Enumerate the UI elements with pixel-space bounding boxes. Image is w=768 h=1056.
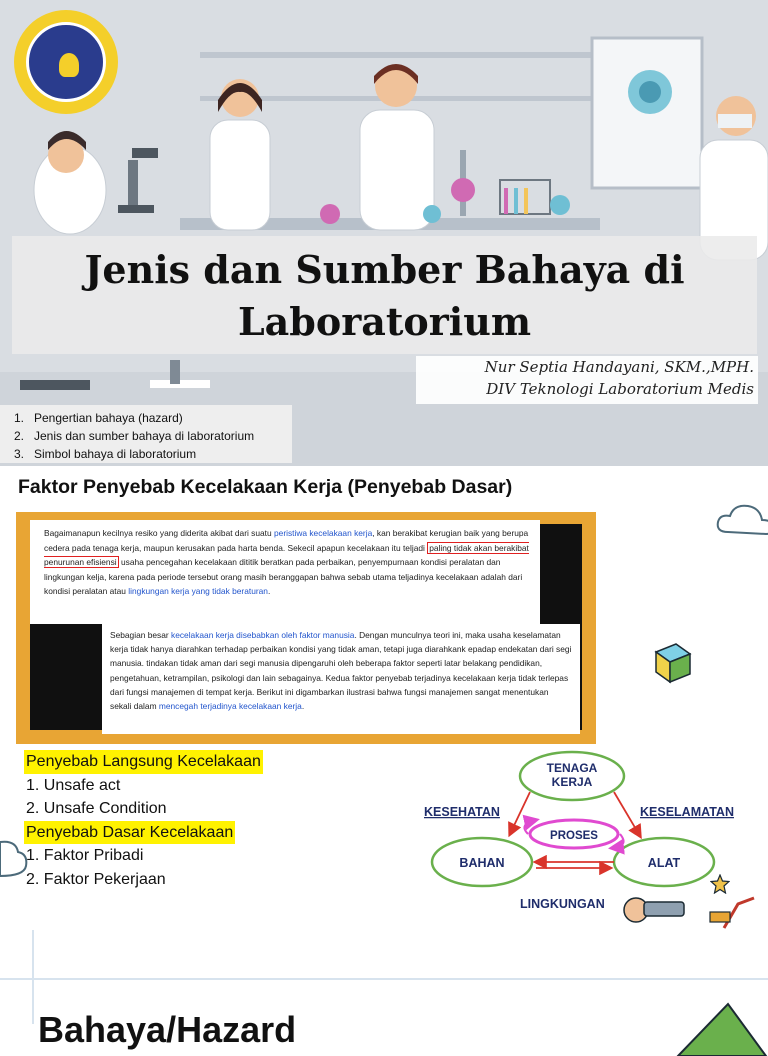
toc-text: Simbol bahaya di laboratorium [34,447,197,461]
excerpt-text: Sebagian besar [110,630,171,640]
item-number: 2. [26,870,40,888]
slide-title: Faktor Penyebab Kecelakaan Kerja (Penyebab Dasar) [18,476,513,498]
list-item [24,797,263,821]
label-lingkungan: LINGKUNGAN [520,897,605,911]
item-text: Unsafe Condition [43,800,167,817]
list-item [24,868,263,892]
basic-causes-heading: Penyebab Dasar Kecelakaan [24,821,235,845]
cartoon-figure-icon [614,890,764,930]
toc-text: Pengertian bahaya (hazard) [34,411,183,425]
toc-number: 1. [14,411,25,425]
author-name: Nur Septia Handayani, SKM.,MPH. [484,358,754,376]
direct-causes-heading: Penyebab Langsung Kecelakaan [24,750,263,774]
author-program: DIV Teknologi Laboratorium Medis [486,380,754,398]
excerpt-text: Bagaimanapun kecilnya resiko yang diderita akibat dari suatu [44,528,274,538]
presentation-title: Jenis dan Sumber Bahaya di Laboratorium [84,247,685,344]
causes-list [24,750,263,891]
excerpt-text: . Dengan munculnya teori ini, maka usaha keselamatan kerja tidak hanya diarahkan terhadap perbaikan kondisi yang tidak aman, tetapi juga diarahkank epadap endekatan dari segi manusia. tindakan tidak aman dari segi manusia dipengaruhi oleh beberapa faktor seperti latar belakang pendidikan, pengetahuan, ketrampilan, psikologi dan lain sebagainya. Kedua faktor penyebab terjadinya kecelakaan kerja tidak terlepas dari fungsi manajemen di tempat kerja. Berikut ini digambarkan ilustrasi bahwa fungsi manajemen sangat menentukan sekali dalam [110,630,572,712]
label-proses: PROSES [550,830,598,842]
cube-icon [650,640,694,686]
label-kesehatan: KESEHATAN [424,805,500,819]
triangle-decoration [668,996,768,1056]
title-slide [0,0,768,466]
label-bahan: BAHAN [459,856,505,870]
excerpt-text: , kan berakibat kerugian baik yang berupa cedera pada tenaga kerja, maupun kerusakan pada harta benda. Sekecil apapun kecelakaan itu teljadi [44,528,529,553]
item-text: Faktor Pribadi [43,847,144,864]
excerpt-paragraph-2 [102,624,580,734]
logo-eagle-icon [59,53,79,77]
item-number: 2. [26,800,40,817]
excerpt-text: usaha pencegahan kecelakaan dititik beratkan pada perbaikan, penyempurnaan kondisi peralatan dan lingkungan kelja, karena pada periode tersebut orang masih beranggapan bahwa sebab utama teljadinya kecelakaan adalah dari kondisi peralatan atau [44,557,523,596]
excerpt-link[interactable]: peristiwa kecelakaan kerja [274,528,373,538]
excerpt-text: . [301,701,305,712]
label-tenaga: TENAGA [546,761,598,775]
excerpt-link[interactable]: lingkungan kerja yang tidak beraturan [128,586,268,596]
label-alat: ALAT [647,856,681,870]
excerpt-link[interactable]: mencegah terjadinya kecelakaan kerja [158,701,302,712]
list-item [24,774,263,798]
cloud-icon [716,500,768,536]
excerpt-paragraph-1 [30,520,540,624]
item-text: Unsafe act [43,776,121,794]
university-logo [14,10,118,114]
toc-number: 3. [14,447,25,461]
toc-item [14,409,292,427]
slide-title: Bahaya/Hazard [38,1009,297,1050]
label-kerja: KERJA [551,775,593,789]
label-keselamatan: KESELAMATAN [640,805,734,819]
toc-number: 2. [14,429,25,443]
highlighted-phrase: paling tidak akan berakibat penurunan efisiensi [44,542,529,567]
margin-rule [0,978,768,980]
item-number: 1. [26,847,40,864]
item-number: 1. [26,776,40,794]
margin-rule [32,930,34,1024]
table-of-contents [0,405,292,463]
toc-item [14,427,292,445]
toc-text: Jenis dan sumber bahaya di laboratorium [34,429,255,443]
logo-emblem [26,22,106,102]
hazard-slide [0,930,768,1050]
excerpt-link[interactable]: kecelakaan kerja disebabkan oleh faktor manusia [171,630,355,640]
item-text: Faktor Pekerjaan [43,870,166,888]
list-item [24,844,263,868]
excerpt-text: . [267,586,271,596]
toc-item [14,445,292,463]
